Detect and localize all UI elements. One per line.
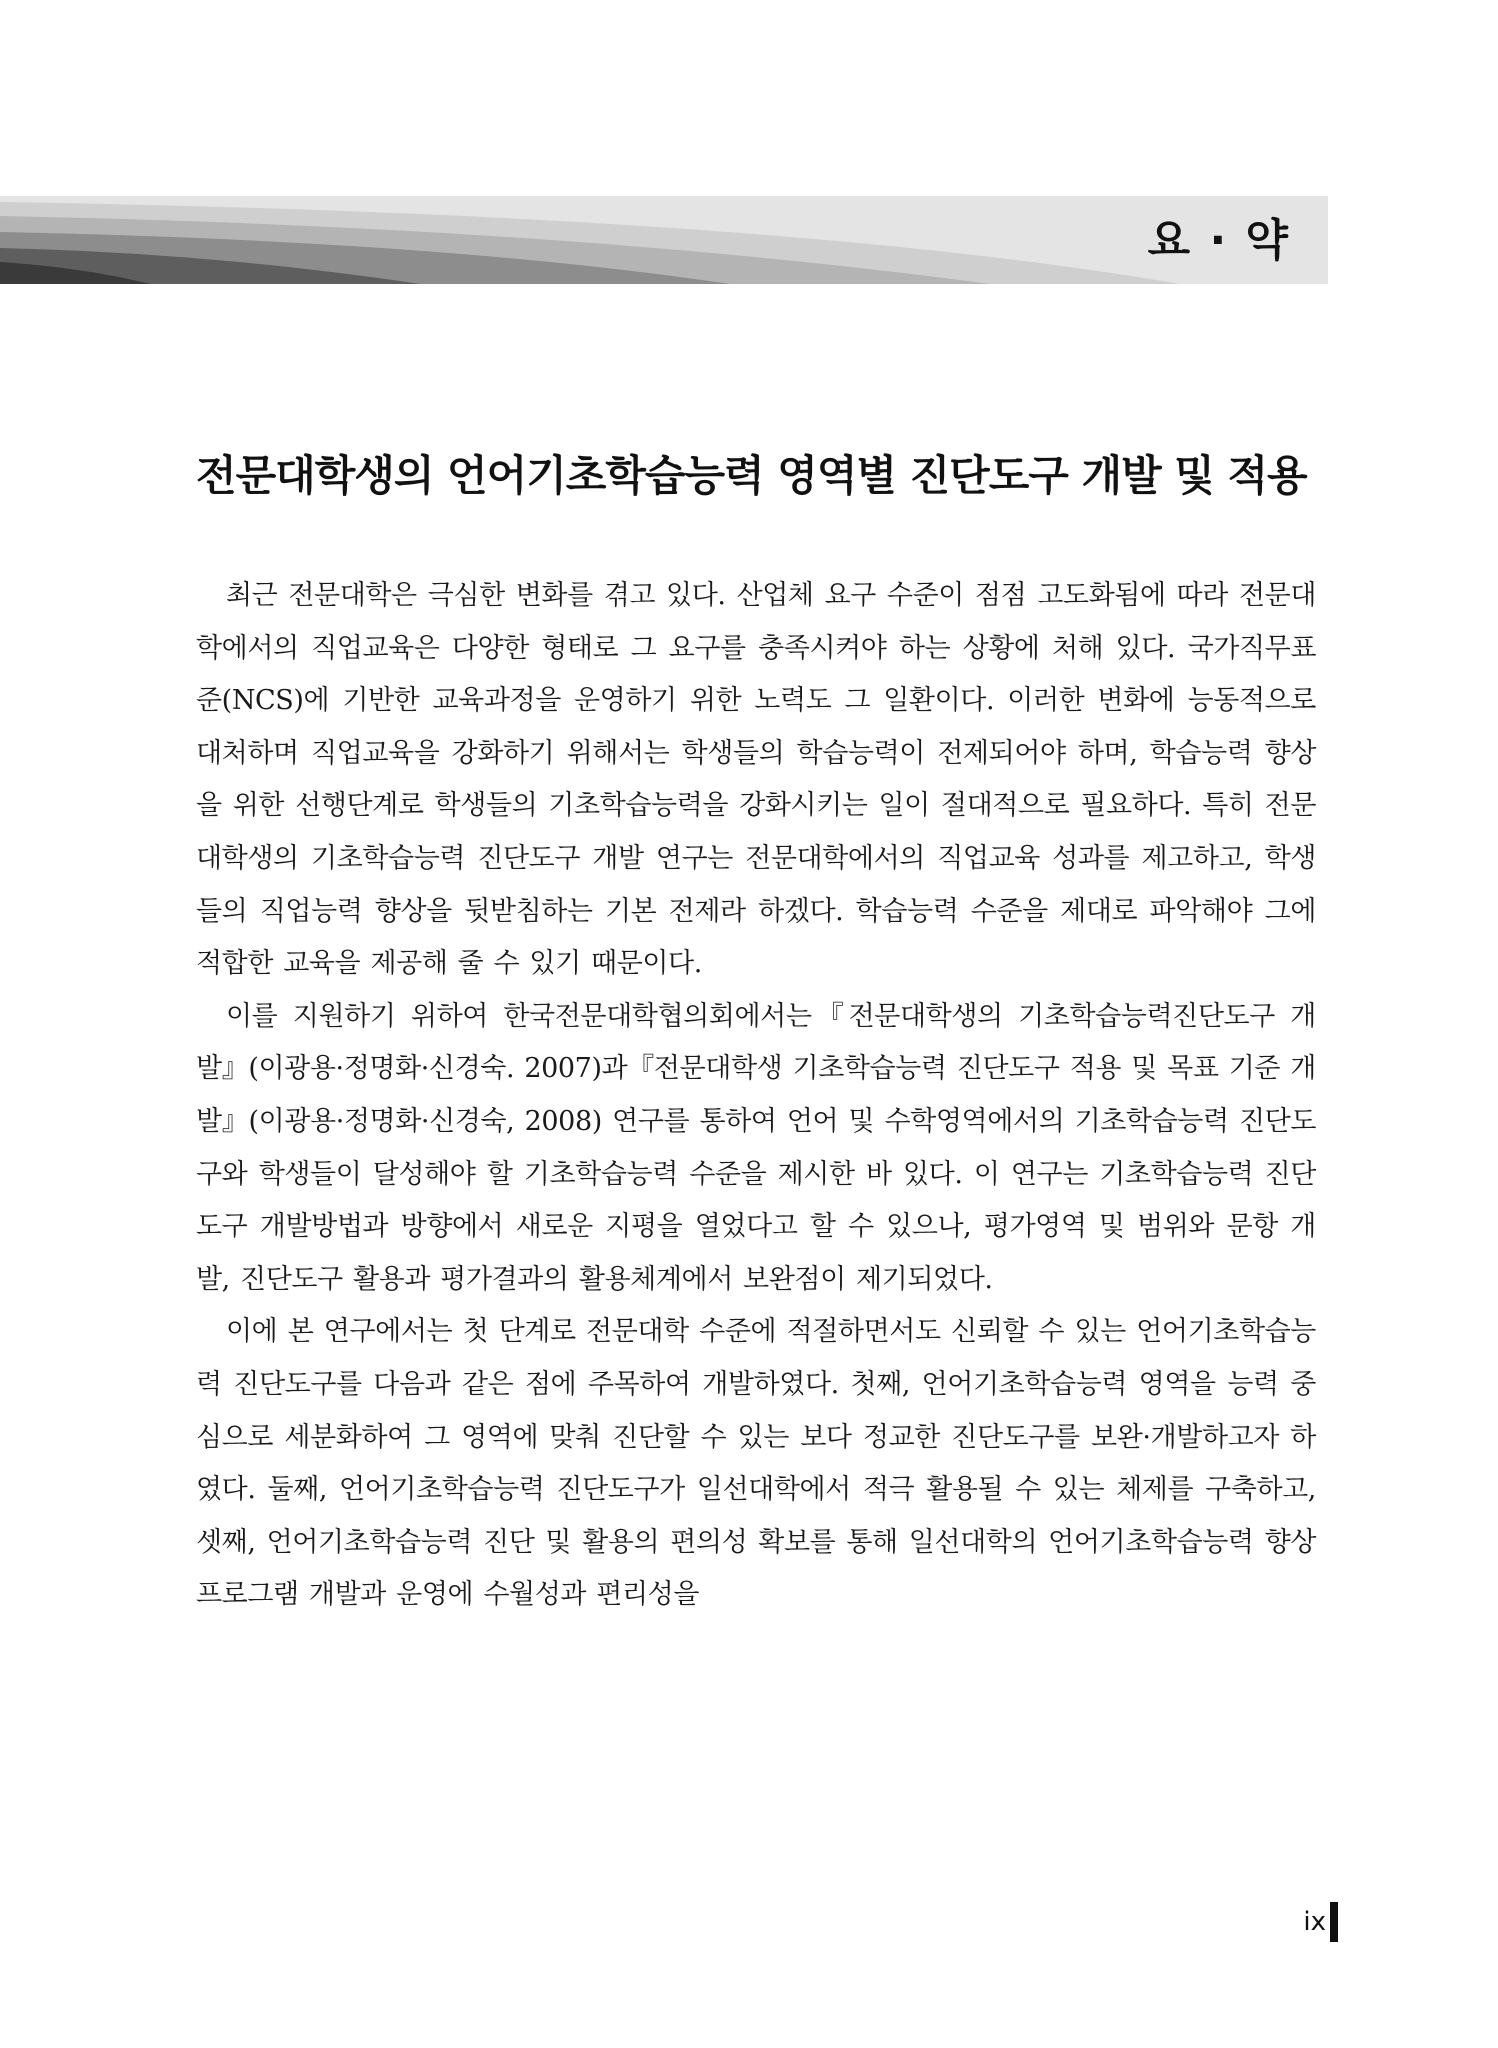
page-number: ix [1303, 1907, 1326, 1937]
paragraph: 이에 본 연구에서는 첫 단계로 전문대학 수준에 적절하면서도 신뢰할 수 있는 언어기초학습능력 진단도구를 다음과 같은 점에 주목하여 개발하였다. 첫째, 언어기초학습능력 영역을 능력 중심으로 세분화하여 그 영역에 맞춰 진단할 수 있는 보다 정교한 진단도구를 보완·개발하고자 하였다. 둘째, 언어기초학습능력 진단도구가 일선대학에서 적극 활용될 수 있는 체제를 구축하고, 셋째, 언어기초학습능력 진단 및 활용의 편의성 확보를 통해 일선대학의 언어기초학습능력 향상 프로그램 개발과 운영에 수월성과 편리성을 [196, 1316, 1316, 1611]
header-decorative-band [0, 196, 1328, 284]
paragraph: 최근 전문대학은 극심한 변화를 겪고 있다. 산업체 요구 수준이 점점 고도화됨에 따라 전문대학에서의 직업교육은 다양한 형태로 그 요구를 충족시켜야 하는 상황에 처해 있다. 국가직무표준(NCS)에 기반한 교육과정을 운영하기 위한 노력도 그 일환이다. 이러한 변화에 능동적으로 대처하며 직업교육을 강화하기 위해서는 학생들의 학습능력이 전제되어야 하며, 학습능력 향상을 위한 선행단계로 학생들의 기초학습능력을 강화시키는 일이 절대적으로 필요하다. 특히 전문대학생의 기초학습능력 진단도구 개발 연구는 전문대학에서의 직업교육 성과를 제고하고, 학생들의 직업능력 향상을 뒷받침하는 기본 전제라 하겠다. 학습능력 수준을 제대로 파악해야 그에 적합한 교육을 제공해 줄 수 있기 때문이다. [196, 580, 1316, 980]
page-number-bar [1330, 1902, 1338, 1942]
paragraph: 이를 지원하기 위하여 한국전문대학협의회에서는『전문대학생의 기초학습능력진단도구 개발』(이광용·정명화·신경숙. 2007)과『전문대학생 기초학습능력 진단도구 적용 및 목표 기준 개발』(이광용·정명화·신경숙, 2008) 연구를 통하여 언어 및 수학영역에서의 기초학습능력 진단도구와 학생들이 달성해야 할 기초학습능력 수준을 제시한 바 있다. 이 연구는 기초학습능력 진단도구 개발방법과 방향에서 새로운 지평을 열었다고 할 수 있으나, 평가영역 및 범위와 문항 개발, 진단도구 활용과 평가결과의 활용체계에서 보완점이 제기되었다. [196, 1000, 1316, 1295]
body-text [196, 570, 1316, 1622]
document-title: 전문대학생의 언어기초학습능력 영역별 진단도구 개발 및 적용 [196, 451, 1307, 500]
section-label: 요 · 약 [1147, 215, 1290, 266]
